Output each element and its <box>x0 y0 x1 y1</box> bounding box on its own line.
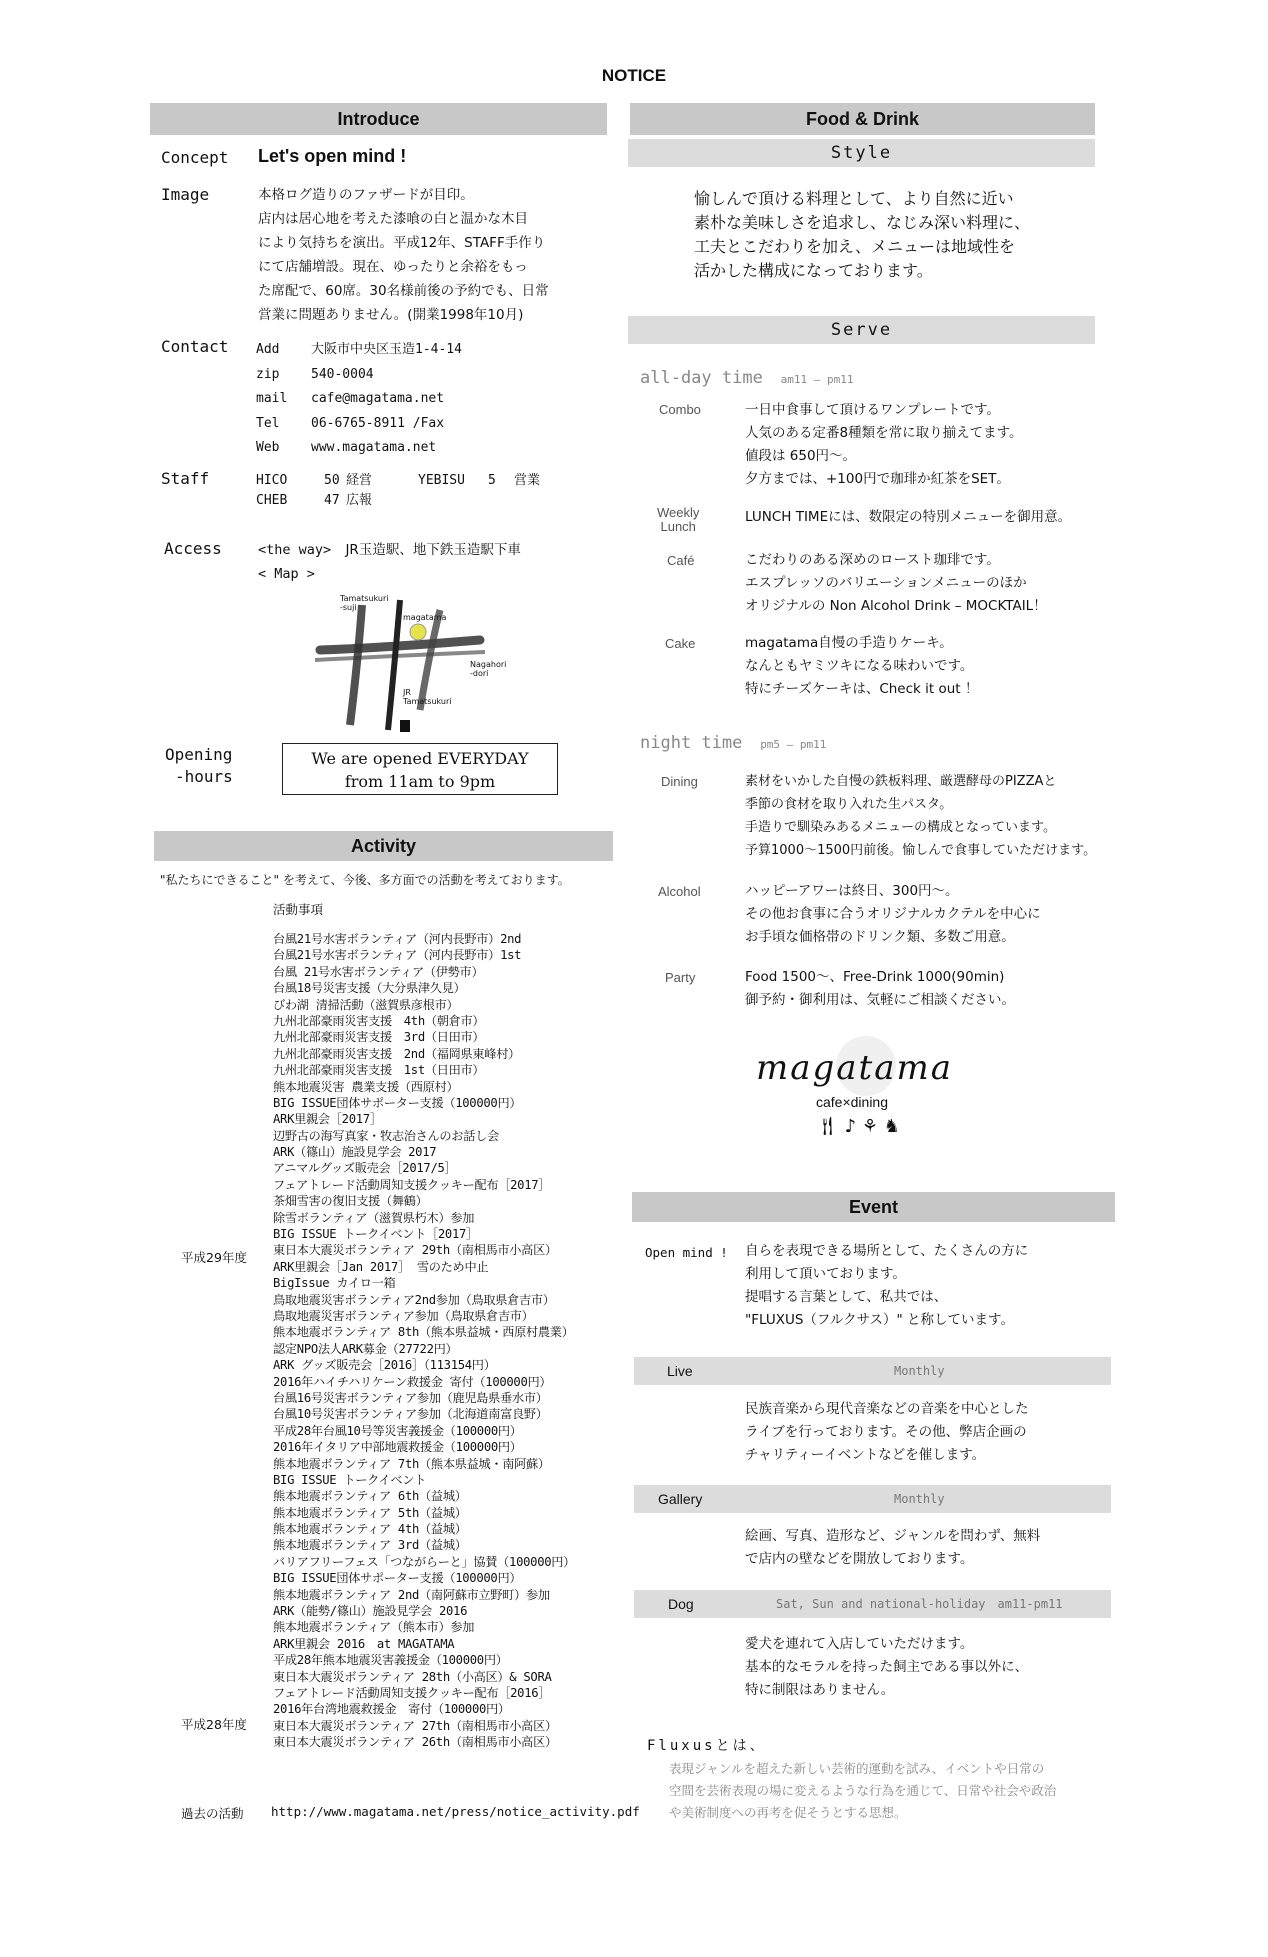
past-activity-link[interactable]: http://www.magatama.net/press/notice_activity.pdf <box>271 1804 640 1819</box>
alcohol-label: Alcohol <box>658 884 701 899</box>
list-item: 熊本地震ボランティア 6th（益城） <box>273 1489 467 1504</box>
combo-text: 一日中食事して頂けるワンプレートです。 人気のある定番8種類を常に取り揃えてます。 値段は 650円～。 夕方までは、+100円で珈琲か紅茶をSET。 <box>745 402 1023 487</box>
list-item: 平成28年台風10号等災害義援金（100000円） <box>273 1423 522 1438</box>
contact-row-mail: mail cafe@magatama.net <box>256 391 445 406</box>
weekly-lunch-text: LUNCH TIMEには、数限定の特別メニューを御用意。 <box>745 509 1072 525</box>
list-item: 2016年ハイチハリケーン救援金 寄付（100000円） <box>273 1374 552 1389</box>
list-item: フェアトレード活動周知支援クッキー配布［2016］ <box>273 1685 551 1700</box>
image-label: Image <box>161 185 210 204</box>
list-item: 熊本地震ボランティア 7th（熊本県益城・南阿蘇） <box>273 1456 550 1471</box>
list-item: 九州北部豪雨災害支援 3rd（日田市） <box>273 1030 485 1045</box>
art-palette-icon: ⚘ <box>861 1116 878 1137</box>
access-map-label: < Map > <box>258 566 315 582</box>
list-item: 九州北部豪雨災害支援 2nd（福岡県東峰村） <box>273 1046 520 1061</box>
contact-label: Contact <box>161 337 229 356</box>
map-label-tamatsukuri: Tamatsukuri -suji <box>340 594 389 612</box>
list-item: BIG ISSUE団体サポーター支援（100000円） <box>273 1571 522 1586</box>
list-item: ARK（能勢/篠山）施設見学会 2016 <box>273 1604 468 1619</box>
night-label: night time pm5 – pm11 <box>640 733 827 753</box>
concept-label: Concept <box>161 148 229 167</box>
list-item: 九州北部豪雨災害支援 1st（日田市） <box>273 1063 485 1078</box>
list-item: 除雪ボランティア（滋賀県朽木）参加 <box>273 1210 475 1225</box>
opening-label: Opening -hours <box>165 745 233 786</box>
list-item: BIG ISSUE トークイベント［2017］ <box>273 1227 478 1242</box>
party-label: Party <box>665 970 696 985</box>
staff-label: Staff <box>161 469 210 488</box>
list-item: 鳥取地震災害ボランティア2nd参加（鳥取県倉吉市） <box>273 1292 555 1307</box>
contact-row-add: Add 大阪市中央区玉造1-4-14 <box>256 342 462 357</box>
dining-text: 素材をいかした自慢の鉄板料理、厳選酵母のPIZZAと 季節の食材を取り入れた生パスタ。 手造りで馴染みあるメニューの構成となっています。 予算1000～1500円前後。愉しんで食事していただけます。 <box>745 774 1097 858</box>
year-label-h29: 平成29年度 <box>181 1250 247 1265</box>
gallery-text: 絵画、写真、造形など、ジャンルを問わず、無料 で店内の壁などを開放しております。 <box>745 1528 1041 1567</box>
opening-hours-box: We are opened EVERYDAY from 11am to 9pm <box>282 743 558 795</box>
list-item: ARK（篠山）施設見学会 2017 <box>273 1145 437 1160</box>
activity-intro: "私たちにできること" を考えて、今後、多方面での活動を考えております。 <box>160 873 570 887</box>
list-item: 九州北部豪雨災害支援 4th（朝倉市） <box>273 1013 485 1028</box>
concept-value: Let's open mind ! <box>258 146 407 166</box>
list-item: 熊本地震ボランティア（熊本市）参加 <box>273 1620 475 1635</box>
list-item: 辺野古の海写真家・牧志治さんのお話し会 <box>273 1128 499 1143</box>
access-label: Access <box>164 539 222 558</box>
list-item: 熊本地震ボランティア 3rd（益城） <box>273 1538 467 1553</box>
map-label-magatama: magatama <box>403 613 447 622</box>
contact-row-tel: Tel 06-6765-8911 /Fax <box>256 415 445 431</box>
year-label-h28: 平成28年度 <box>181 1717 247 1732</box>
gallery-frequency: Monthly <box>894 1492 945 1506</box>
list-item: 熊本地震ボランティア 5th（益城） <box>273 1505 467 1520</box>
list-item: アニマルグッズ販売会［2017/5］ <box>273 1161 457 1176</box>
list-item: 熊本地震ボランティア 4th（益城） <box>273 1522 467 1537</box>
contact-row-web: Web www.magatama.net <box>256 440 437 455</box>
fluxus-text: 表現ジャンルを超えた新しい芸術的運動を試み、イベントや日常の 空間を芸術表現の場に変えるような行為を通じて、日常や社会や政治 や美術制度への再考を促そうとする思想。 <box>669 1761 1057 1820</box>
activity-header: Activity <box>154 831 613 861</box>
activity-list <box>273 931 575 1751</box>
list-item: 認定NPO法人ARK募金（27722円） <box>273 1341 458 1356</box>
combo-label: Combo <box>659 402 701 417</box>
list-item: フェアトレード活動周知支援クッキー配布［2017］ <box>273 1177 551 1192</box>
contact-row-zip: zip 540-0004 <box>256 366 374 382</box>
staff-row: CHEB 47 広報 <box>256 493 373 508</box>
page-title: NOTICE <box>601 66 667 85</box>
party-text: Food 1500～、Free-Drink 1000(90min) 御予約・御利用は、気軽にご相談ください。 <box>745 969 1015 1008</box>
openmind-label: Open mind ! <box>645 1245 728 1260</box>
food-header: Food & Drink <box>630 103 1095 135</box>
introduce-header: Introduce <box>150 103 607 135</box>
live-frequency: Monthly <box>894 1364 945 1378</box>
list-item: BigIssue カイロ一箱 <box>273 1276 396 1291</box>
logo-icons <box>816 1116 900 1137</box>
staff-table <box>256 471 540 511</box>
list-item: 熊本地震災害 農業支援（西原村） <box>273 1079 459 1094</box>
list-item: 台風10号災害ボランティア参加（北海道南富良野） <box>273 1407 548 1422</box>
list-item: 2016年台湾地震救援金 寄付（100000円） <box>273 1702 510 1717</box>
list-item: 熊本地震ボランティア 8th（熊本県益城・西原村農業） <box>273 1325 574 1340</box>
list-item: 平成28年熊本地震災害義援金（100000円） <box>273 1653 508 1668</box>
staff-row: HICO 50 経営 YEBISU 5 営業 <box>256 473 541 488</box>
cutlery-icon: 🍴︎ <box>816 1116 839 1137</box>
list-item: BIG ISSUE トークイベント <box>273 1472 426 1487</box>
cake-text: magatama自慢の手造りケーキ。 なんともヤミツキになる味わいです。 特にチーズケーキは、Check it out ！ <box>745 635 979 697</box>
live-label: Live <box>667 1363 693 1379</box>
dog-label: Dog <box>668 1596 694 1612</box>
image-text: 本格ログ造りのファザードが目印。 店内は居心地を考えた漆喰の白と温かな木目 により気持ちを演出。平成12年、STAFF手作り にて店舗増設。現在、ゆったりと余裕をもっ た席配で、60席。30名様前後の予約でも、日常 営業に問題ありません。(開業1998年10月) <box>258 187 549 323</box>
magatama-logo: magatama cafe×dining 🍴︎ ♪ ⚘ ♞ <box>756 1036 976 1146</box>
list-item: 台風 21号水害ボランティア（伊勢市） <box>273 964 484 979</box>
list-item: ARK里親会［2017］ <box>273 1112 382 1127</box>
dog-frequency: Sat, Sun and national-holiday am11-pm11 <box>776 1597 1063 1611</box>
list-item: 台風18号災害支援（大分県津久見） <box>273 981 466 996</box>
list-item: 2016年イタリア中部地震救援金（100000円） <box>273 1440 522 1455</box>
style-text: 愉しんで頂ける料理として、より自然に近い 素朴な美味しさを追求し、なじみ深い料理に、 工夫とこだわりを加え、メニューは地域性を 活かした構成になっております。 <box>694 189 1031 280</box>
cake-label: Cake <box>665 636 696 651</box>
list-item: 台風16号災害ボランティア参加（鹿児島県垂水市） <box>273 1390 548 1405</box>
dining-label: Dining <box>661 774 698 789</box>
cafe-label: Café <box>667 553 695 568</box>
live-text: 民族音楽から現代音楽などの音楽を中心とした ライブを行っております。その他、弊店企画の チャリティーイベントなどを催します。 <box>745 1401 1029 1463</box>
dog-text: 愛犬を連れて入店していただけます。 基本的なモラルを持った飼主である事以外に、 特に制限はありません。 <box>745 1636 1029 1698</box>
list-item: 東日本大震災ボランティア 27th（南相馬市小高区） <box>273 1718 557 1733</box>
list-item: 台風21号水害ボランティア（河内長野市）1st <box>273 948 522 963</box>
email-link[interactable]: cafe@magatama.net <box>311 391 445 406</box>
list-item: びわ湖 清掃活動（滋賀県彦根市） <box>273 997 459 1012</box>
dog-bar <box>634 1590 1111 1618</box>
list-item: 東日本大震災ボランティア 26th（南相馬市小高区） <box>273 1735 557 1750</box>
list-item: 茶畑雪害の復旧支援（舞鶴） <box>273 1194 428 1209</box>
activity-items-header: 活動事項 <box>273 902 324 917</box>
list-item: 台風21号水害ボランティア（河内長野市）2nd <box>273 932 522 946</box>
serve-header: Serve <box>628 316 1095 344</box>
past-activity-label: 過去の活動 <box>181 1806 244 1821</box>
cafe-text: こだわりのある深めのロースト珈琲です。 エスプレッソのバリエーションメニューのほか オリジナルの Non Alcohol Drink – MOCKTAIL！ <box>745 552 1047 614</box>
list-item: ARK里親会 2016 at MAGATAMA <box>273 1636 455 1651</box>
style-header: Style <box>628 139 1095 167</box>
list-item: BIG ISSUE団体サポーター支援（100000円） <box>273 1095 522 1110</box>
gallery-bar <box>634 1485 1111 1513</box>
allday-label: all-day time am11 – pm11 <box>640 368 854 388</box>
alcohol-text: ハッピーアワーは終日、300円～。 その他お食事に合うオリジナルカクテルを中心に お手頃な価格帯のドリンク類、多数ご用意。 <box>745 883 1041 945</box>
music-note-icon: ♪ <box>844 1116 857 1137</box>
list-item: 東日本大震災ボランティア 28th（小高区）& SORA <box>273 1669 552 1684</box>
map-label-nagahori: Nagahori -dori <box>470 660 507 678</box>
list-item: ARK里親会［Jan 2017］ 雪のため中止 <box>273 1259 489 1274</box>
list-item: 鳥取地震災害ボランティア参加（鳥取県倉吉市） <box>273 1308 534 1323</box>
list-item: 東日本大震災ボランティア 29th（南相馬市小高区） <box>273 1243 557 1258</box>
gallery-label: Gallery <box>658 1491 703 1507</box>
web-link[interactable]: www.magatama.net <box>311 440 437 455</box>
access-way: <the way> JR玉造駅、地下鉄玉造駅下車 <box>258 542 521 558</box>
fluxus-title: Fluxusとは、 <box>647 1738 767 1754</box>
event-header: Event <box>632 1192 1115 1222</box>
dog-icon: ♞ <box>883 1116 900 1137</box>
list-item: バリアフリーフェス「つながらーと」協賛（100000円） <box>273 1554 576 1569</box>
contact-table <box>256 338 462 461</box>
list-item: ARK グッズ販売会［2016］（113154円） <box>273 1358 496 1373</box>
list-item: 熊本地震ボランティア 2nd（南阿蘇市立野町）参加 <box>273 1587 550 1602</box>
weekly-lunch-label: Weekly Lunch <box>657 505 700 534</box>
live-bar <box>634 1357 1111 1385</box>
openmind-text: 自らを表現できる場所として、たくさんの方に 利用して頂いております。 提唱する言葉として、私共では、 "FLUXUS（フルクサス）" と称しています。 <box>745 1243 1029 1328</box>
map-label-jr: JR Tamatsukuri <box>403 688 452 706</box>
